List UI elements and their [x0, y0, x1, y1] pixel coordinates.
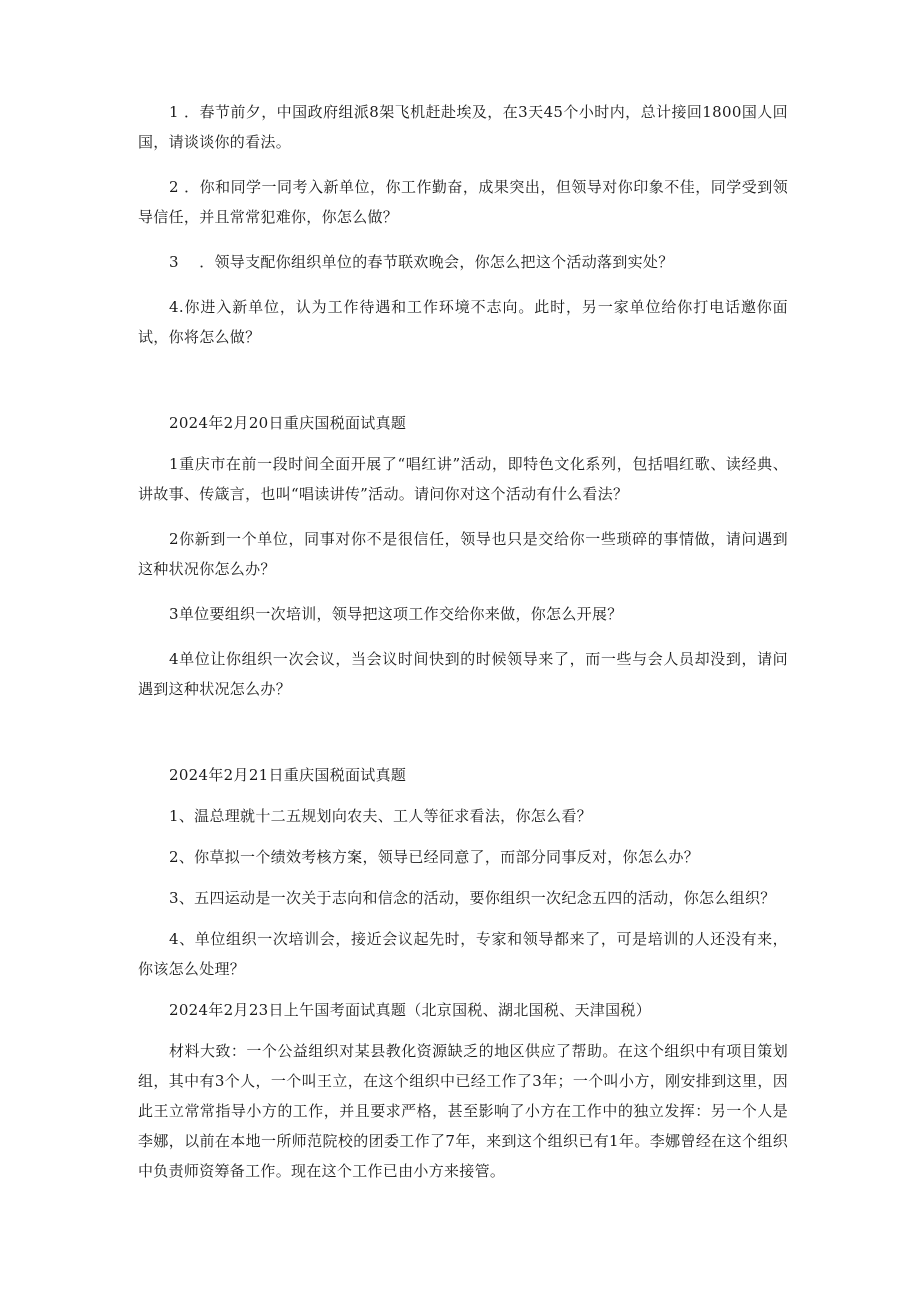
section-heading-feb23: 2024年2月23日上午国考面试真题（北京国税、湖北国税、天津国税） [169, 1001, 652, 1019]
feb20-question-2: 2你新到一个单位，同事对你不是很信任，领导也只是交给你一些琐碎的事情做，请问遇到这种状况你怎么办？ [138, 530, 788, 578]
feb20-question-1: 1重庆市在前一段时间全面开展了“唱红讲”活动，即特色文化系列，包括唱红歌、读经典、讲故事、传箴言，也叫“唱读讲传”活动。请问你对这个活动有什么看法？ [138, 455, 788, 503]
feb20-question-4: 4单位让你组织一次会议，当会议时间快到的时候领导来了，而一些与会人员却没到，请问遇到这种状况怎么办？ [138, 650, 788, 698]
question-1: 1 ．春节前夕，中国政府组派8架飞机赶赴埃及，在3天45个小时内，总计接回1800国人回国，请谈谈你的看法。 [138, 103, 788, 151]
section-heading-feb21: 2024年2月21日重庆国税面试真题 [169, 766, 407, 784]
document-page [138, 97, 788, 1186]
feb21-question-3: 3、五四运动是一次关于志向和信念的活动，要你组织一次纪念五四的活动，你怎么组织？ [169, 889, 776, 907]
feb21-question-4: 4、单位组织一次培训会，接近会议起先时，专家和领导都来了，可是培训的人还没有来，你该怎么处理？ [138, 930, 788, 978]
section-heading-feb20: 2024年2月20日重庆国税面试真题 [169, 414, 407, 432]
feb21-question-1: 1、温总理就十二五规划向农夫、工人等征求看法，你怎么看？ [169, 807, 592, 825]
question-4: 4.你进入新单位，认为工作待遇和工作环境不志向。此时，另一家单位给你打电话邀你面试，你将怎么做？ [138, 298, 788, 346]
question-3: 3 ．领导支配你组织单位的春节联欢晚会，你怎么把这个活动落到实处？ [169, 253, 674, 271]
feb20-question-3: 3单位要组织一次培训，领导把这项工作交给你来做，你怎么开展？ [169, 605, 623, 623]
feb23-material: 材料大致：一个公益组织对某县教化资源缺乏的地区供应了帮助。在这个组织中有项目策划组，其中有3个人，一个叫王立，在这个组织中已经工作了3年；一个叫小方，刚安排到这里，因此王立常常指导小方的工作，并且要求严格，甚至影响了小方在工作中的独立发挥：另一个人是李娜，以前在本地一所师范院校的团委工作了7年，来到这个组织已有1年。李娜曾经在这个组织中负责师资筹备工作。现在这个工作已由小方来接管。 [138, 1042, 788, 1180]
question-2: 2 ．你和同学一同考入新单位，你工作勤奋，成果突出，但领导对你印象不佳，同学受到领导信任，并且常常犯难你，你怎么做？ [138, 178, 788, 226]
feb21-question-2: 2、你草拟一个绩效考核方案，领导已经同意了，而部分同事反对，你怎么办？ [169, 848, 700, 866]
